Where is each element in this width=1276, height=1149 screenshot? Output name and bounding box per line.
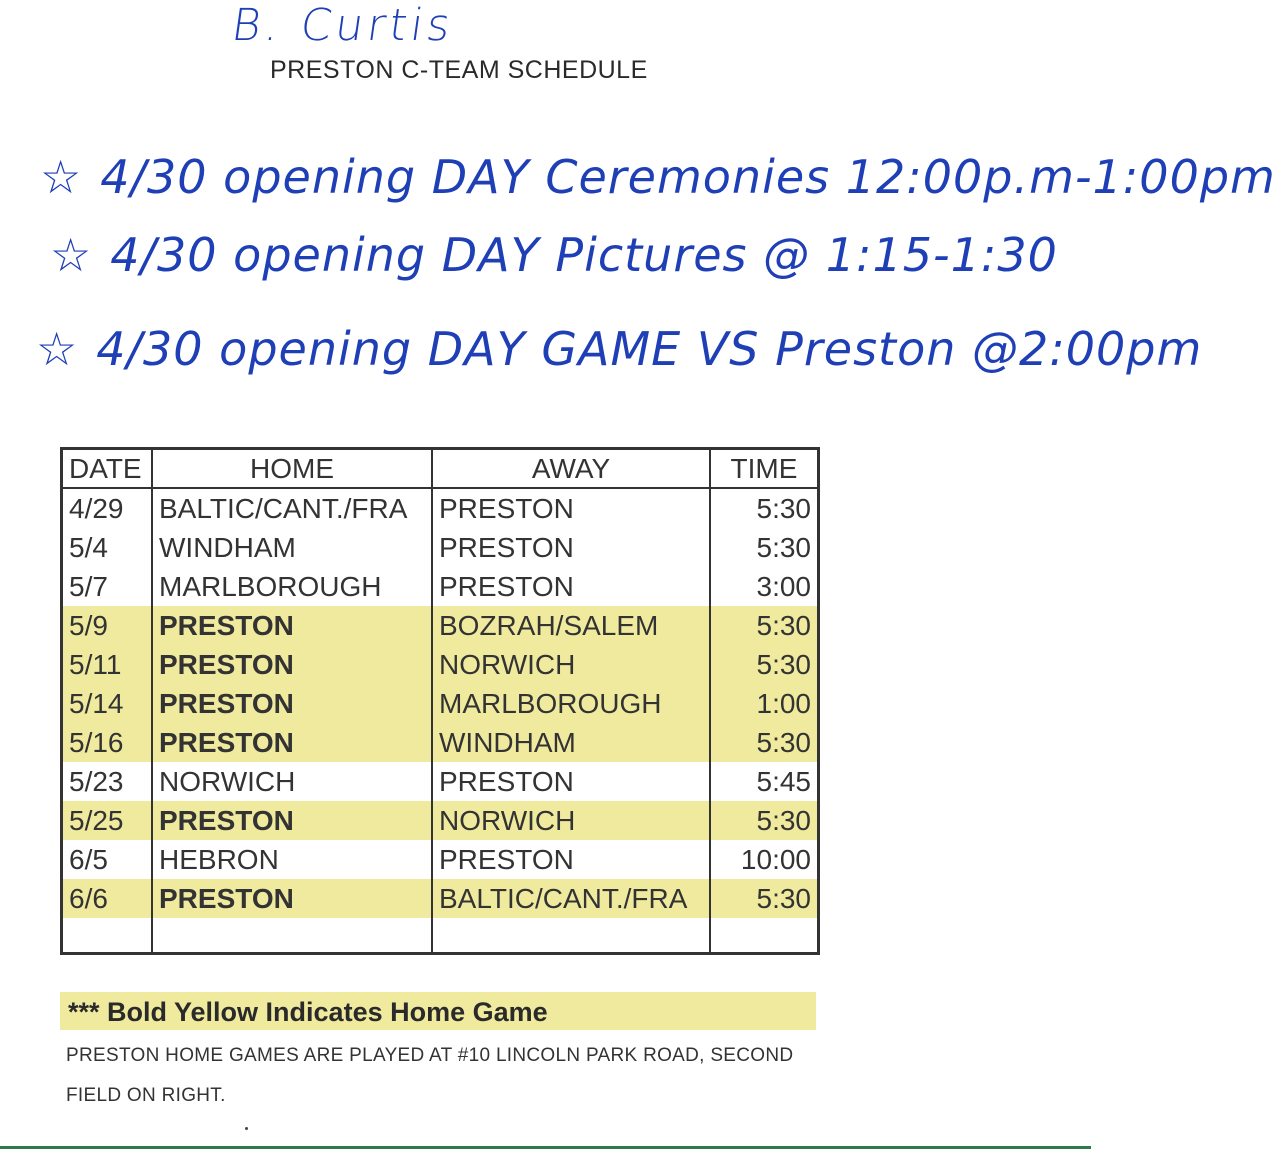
cell-time: 5:30 (710, 801, 819, 840)
table-row (62, 723, 819, 762)
table-row (62, 606, 819, 645)
handwritten-note-text: 4/30 opening DAY Ceremonies 12:00p.m-1:00pm (100, 150, 1276, 204)
cell-date: 5/16 (62, 723, 153, 762)
cell-home: PRESTON (152, 723, 432, 762)
table-row (62, 528, 819, 567)
cell-date: 5/23 (62, 762, 153, 801)
cell-time: 5:30 (710, 879, 819, 918)
handwritten-note-text: 4/30 opening DAY Pictures @ 1:15-1:30 (110, 228, 1058, 282)
handwritten-note-3 (36, 322, 1202, 376)
cell-away: PRESTON (432, 840, 710, 879)
table-header-row (62, 449, 819, 489)
handwritten-note-2 (50, 228, 1058, 282)
cell-away: WINDHAM (432, 723, 710, 762)
column-header-away: AWAY (432, 449, 710, 489)
cell-time: 3:00 (710, 567, 819, 606)
cell-date: 5/14 (62, 684, 153, 723)
handwritten-note-1 (40, 150, 1276, 204)
table-row (62, 684, 819, 723)
cell-date: 5/7 (62, 567, 153, 606)
table-row-empty (62, 918, 819, 954)
table-row (62, 567, 819, 606)
table-row (62, 879, 819, 918)
column-header-date: DATE (62, 449, 153, 489)
schedule-body (62, 488, 819, 954)
handwritten-note-text: 4/30 opening DAY GAME VS Preston @2:00pm (96, 322, 1203, 376)
cell-home: BALTIC/CANT./FRA (152, 488, 432, 528)
cell-home: NORWICH (152, 762, 432, 801)
star-icon: ☆ (50, 228, 93, 282)
cell-away: BOZRAH/SALEM (432, 606, 710, 645)
cell-away: NORWICH (432, 645, 710, 684)
column-header-time: TIME (710, 449, 819, 489)
star-icon: ☆ (36, 322, 79, 376)
location-note-line-2: FIELD ON RIGHT. (66, 1085, 226, 1106)
table-row (62, 645, 819, 684)
cell-empty (62, 918, 153, 954)
cell-time: 5:30 (710, 488, 819, 528)
handwritten-signature: B. Curtis (228, 0, 458, 51)
table-row (62, 801, 819, 840)
cell-away: PRESTON (432, 762, 710, 801)
cell-empty (432, 918, 710, 954)
paper-speck (245, 1127, 248, 1130)
cell-home: PRESTON (152, 801, 432, 840)
cell-time: 5:45 (710, 762, 819, 801)
cell-empty (710, 918, 819, 954)
cell-date: 6/6 (62, 879, 153, 918)
cell-home: HEBRON (152, 840, 432, 879)
location-note-line-1: PRESTON HOME GAMES ARE PLAYED AT #10 LINCOLN PARK ROAD, SECOND (66, 1045, 794, 1066)
cell-time: 5:30 (710, 723, 819, 762)
cell-date: 5/25 (62, 801, 153, 840)
cell-away: PRESTON (432, 488, 710, 528)
cell-date: 5/9 (62, 606, 153, 645)
cell-away: PRESTON (432, 528, 710, 567)
cell-home: WINDHAM (152, 528, 432, 567)
cell-time: 10:00 (710, 840, 819, 879)
schedule-table (60, 447, 820, 955)
cell-away: NORWICH (432, 801, 710, 840)
cell-away: BALTIC/CANT./FRA (432, 879, 710, 918)
table-row (62, 762, 819, 801)
cell-time: 1:00 (710, 684, 819, 723)
cell-home: PRESTON (152, 606, 432, 645)
cell-home: PRESTON (152, 879, 432, 918)
cell-date: 4/29 (62, 488, 153, 528)
cell-empty (152, 918, 432, 954)
cell-date: 6/5 (62, 840, 153, 879)
page-title: PRESTON C-TEAM SCHEDULE (270, 56, 648, 84)
table-row (62, 840, 819, 879)
table-row (62, 488, 819, 528)
cell-time: 5:30 (710, 606, 819, 645)
cell-home: PRESTON (152, 684, 432, 723)
legend-note: *** Bold Yellow Indicates Home Game (60, 992, 816, 1030)
cell-away: MARLBOROUGH (432, 684, 710, 723)
cell-time: 5:30 (710, 528, 819, 567)
cell-date: 5/4 (62, 528, 153, 567)
star-icon: ☆ (40, 150, 83, 204)
column-header-home: HOME (152, 449, 432, 489)
cell-away: PRESTON (432, 567, 710, 606)
cell-home: MARLBOROUGH (152, 567, 432, 606)
cell-time: 5:30 (710, 645, 819, 684)
cell-date: 5/11 (62, 645, 153, 684)
cell-home: PRESTON (152, 645, 432, 684)
